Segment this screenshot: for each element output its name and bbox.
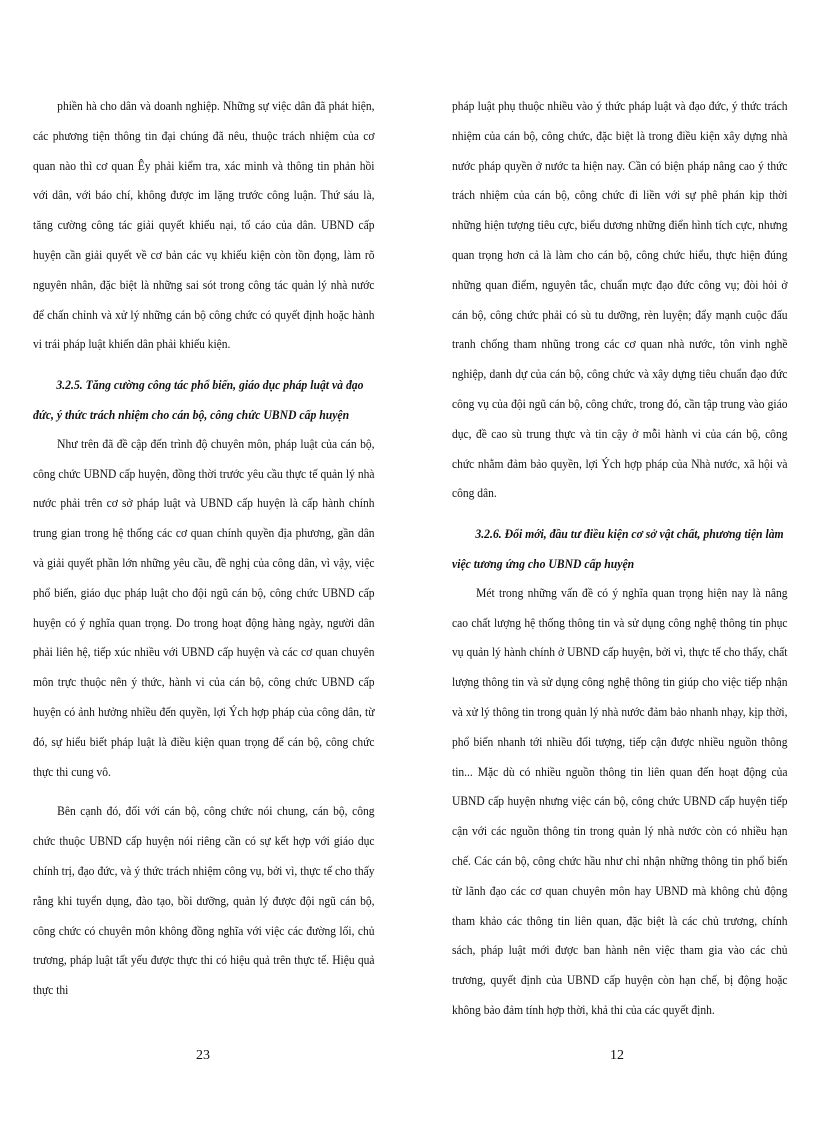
left-page-number: 23 (196, 1048, 210, 1063)
right-paragraph-2: Mét trong những vấn đề có ý nghĩa quan trọng hiện nay là nâng cao chất lượng hệ thống thông tin và sử dụng công nghệ thông tin phục vụ quản lý hành chính ở UBND cấp huyện, bởi vì, thực tế cho thấy, chất lượng thông tin và sử dụng công nghệ thông tin giúp cho việc tiếp nhận và xử lý thông tin trong quản lý nhà nước đảm bảo nhanh nhạy, kịp thời, phổ biến nhanh tới nhiều đối tượng, tiếp cận được nhiều nguồn thông tin... Mặc dù có nhiều nguồn thông tin liên quan đến hoạt động của UBND cấp huyện nhưng việc cán bộ, công chức UBND cấp huyện tiếp cận với các nguồn thông tin trong quản lý nhà nước còn có nhiều hạn chế. Các cán bộ, công chức hầu như chỉ nhận những thông tin phổ biến từ lãnh đạo các cơ quan chuyên môn hay UBND mà không chủ động tham khảo các thông tin liên quan, đặc biệt là các chủ trương, chính sách, pháp luật mới được ban hành nên việc tham gia vào các chủ trương, quyết định của UBND cấp huyện còn hạn chế, bị động hoặc không bảo đảm tính hợp thời, khả thi của các quyết định. (452, 585, 788, 1017)
left-page-column (33, 92, 373, 1006)
spacer (33, 787, 373, 797)
right-section-heading: 3.2.6. Đổi mới, đầu tư điều kiện cơ sở vật chất, phương tiện làm việc tương ứng cho UBND cấp huyện (452, 526, 784, 571)
left-paragraph-1: phiền hà cho dân và doanh nghiệp. Những sự việc dân đã phát hiện, các phương tiện thông tin đại chúng đã nêu, thuộc trách nhiệm của cơ quan nào thì cơ quan Êy phải kiểm tra, xác minh và thông tin phản hồi với dân, với báo chí, không được im lặng trước công luận. Thứ sáu là, tăng cường công tác giải quyết khiếu nại, tố cáo của dân. UBND cấp huyện cần giải quyết về cơ bản các vụ khiếu kiện còn tồn đọng, làm rõ nguyên nhân, đặc biệt là những sai sót trong công tác quản lý nhà nước để chấn chỉnh và xử lý những cán bộ công chức có quyết định hoặc hành vi trái pháp luật khiến dân phải khiếu kiện. (33, 99, 375, 352)
left-section-heading: 3.2.5. Tăng cường công tác phổ biến, giáo dục pháp luật và đạo đức, ý thức trách nhiệm cho cán bộ, công chức UBND cấp huyện (33, 377, 364, 422)
right-page-number: 12 (610, 1048, 624, 1063)
spacer (452, 509, 786, 519)
left-paragraph-3: Bên cạnh đó, đối với cán bộ, công chức nói chung, cán bộ, công chức thuộc UBND cấp huyện nói riêng cần có sự kết hợp với giáo dục chính trị, đạo đức, và ý thức trách nhiệm công vụ, bởi vì, thực tế cho thấy rằng khi tuyển dụng, đào tạo, bồi dưỡng, quản lý được đội ngũ cán bộ, công chức có chuyên môn không đồng nghĩa với việc các đường lối, chủ trương, pháp luật tất yếu được thực thi có hiệu quả trên thực tế. Hiệu quả thực thi (33, 804, 375, 998)
left-paragraph-2: Như trên đã đề cập đến trình độ chuyên môn, pháp luật của cán bộ, công chức UBND cấp huyện, đồng thời trước yêu cầu thực tế quản lý nhà nước phải trên cơ sở pháp luật và UBND cấp huyện là cấp hành chính trung gian trong hệ thống các cơ quan chính quyền địa phương, gần dân và giải quyết phần lớn những yêu cầu, đề nghị của công dân, vì vậy, việc phổ biến, giáo dục pháp luật cho đội ngũ cán bộ, công chức UBND cấp huyện có ý nghĩa quan trọng. Do trong hoạt động hàng ngày, người dân phải liên hệ, tiếp xúc nhiều với UBND cấp huyện và các cơ quan chuyên môn trực thuộc nên ý thức, hành vi của cán bộ, công chức UBND cấp huyện có ảnh hưởng nhiều đến quyền, lợi Ých hợp pháp của công dân, từ đó, sự hiểu biết pháp luật là điều kiện quan trọng để cán bộ, công chức thực thi cung vô. (33, 436, 375, 779)
spacer (33, 360, 373, 370)
right-page-column (452, 92, 786, 1026)
right-paragraph-1: pháp luật phụ thuộc nhiều vào ý thức pháp luật và đạo đức, ý thức trách nhiệm của cán bộ, công chức, đặc biệt là trong điều kiện xây dựng nhà nước pháp quyền ở nước ta hiện nay. Cần có biện pháp nâng cao ý thức trách nhiệm của cán bộ, công chức đi liền với sự phê phán kịp thời những hiện tượng tiêu cực, biểu dương những điển hình tích cực, nhưng quan trọng hơn cả là làm cho cán bộ, công chức hiểu, thực hiện đúng những quan điểm, nguyên tắc, chuẩn mực đạo đức công vụ; đòi hỏi ở cán bộ, công chức phải có sù tu dưỡng, rèn luyện; đẩy mạnh cuộc đấu tranh chống tham nhũng trong các cơ quan nhà nước, tôn vinh nghề nghiệp, danh dự của cán bộ, công chức và xây dựng tiêu chuẩn đạo đức công vụ của đội ngũ cán bộ, công chức, trong đó, cần tập trung vào giáo dục, đề cao sù trung thực và tin cậy ở mỗi hành vi của cán bộ, công chức nhằm đảm bảo quyền, lợi Ých hợp pháp của Nhà nước, xã hội và công dân. (452, 99, 788, 501)
